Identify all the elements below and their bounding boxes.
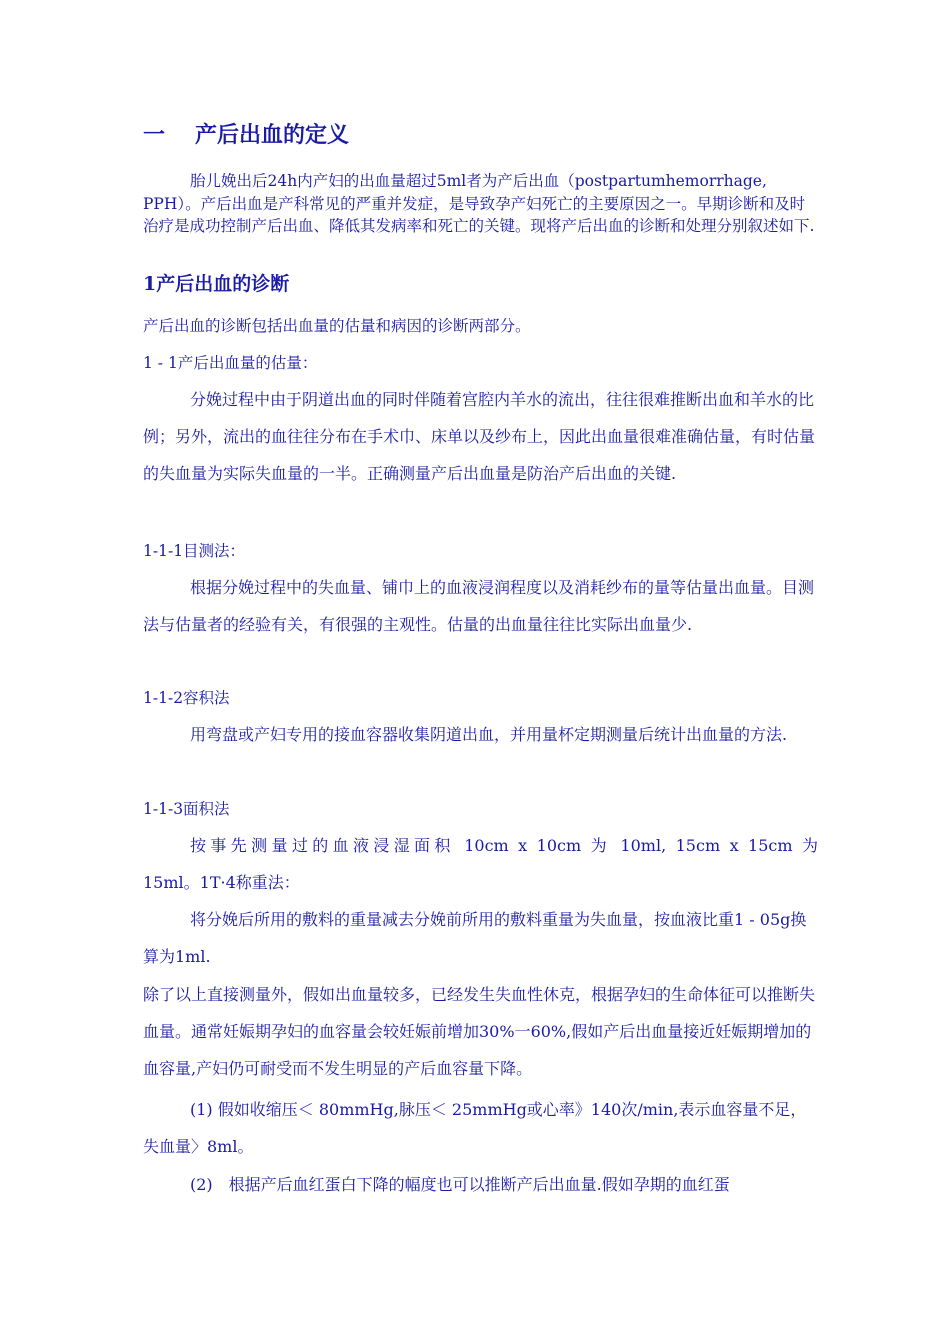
- method-heading-visual: 1-1-1目测法：: [143, 542, 246, 560]
- page-title: [143, 120, 818, 150]
- intro-paragraph: 胎儿娩出后24h内产妇的出血量超过5ml者为产后出血（postpartumhemorrhage, PPH）。产后出血是产科常见的严重并发症，是导致孕产妇死亡的主要原因之一。早期诊断和及时治疗是成功控制产后出血、降低其发病率和死亡的关键。现将产后出血的诊断和处理分别叙述如下.: [143, 172, 815, 235]
- visual-method-paragraph: 根据分娩过程中的失血量、铺巾上的血液浸润程度以及消耗纱布的量等估量出血量。目测法与估量者的经验有关，有很强的主观性。估量的出血量往往比实际出血量少.: [143, 578, 815, 634]
- list-item-1: (1) 假如收缩压＜ 80mmHg,脉压＜ 25mmHg或心率》140次/min,表示血容量不足，失血量〉8ml。: [143, 1100, 807, 1156]
- list-item-2: (2) 根据产后血红蛋白下降的幅度也可以推断产后出血量.假如孕期的血红蛋: [190, 1175, 730, 1194]
- section-intro: 产后出血的诊断包括出血量的估量和病因的诊断两部分。: [143, 317, 531, 335]
- title-number: 一: [143, 122, 166, 148]
- volume-method-paragraph: 用弯盘或产妇专用的接血容器收集阴道出血，并用量杯定期测量后统计出血量的方法.: [190, 725, 788, 744]
- estimation-paragraph: 分娩过程中由于阴道出血的同时伴随着宫腔内羊水的流出，往往很难推断出血和羊水的比例；另外，流出的血往往分布在手术巾、床单以及纱布上，因此出血量很难准确估量，有时估量的失血量为实际失血量的一半。正确测量产后出血量是防治产后出血的关键.: [143, 390, 816, 483]
- method-heading-area: 1-1-3面积法: [143, 800, 230, 818]
- weight-method-paragraph: 将分娩后所用的敷料的重量减去分娩前所用的敷料重量为失血量，按血液比重1 - 05g换算为1ml.: [143, 910, 807, 966]
- title-text: 产后出血的定义: [195, 122, 350, 148]
- method-heading-volume: 1-1-2容积法: [143, 689, 230, 707]
- area-method-line2: 15ml。1T·4称重法：: [143, 873, 300, 892]
- section-heading-diagnosis: 1产后出血的诊断: [143, 273, 290, 295]
- area-method-line1: 按事先测量过的血液浸湿面积 10cm x 10cm 为 10ml, 15cm x 15cm 为: [190, 836, 818, 855]
- subsection-heading-estimation: 1 - 1产后出血量的估量：: [143, 354, 318, 372]
- other-methods-paragraph: 除了以上直接测量外，假如出血量较多，已经发生失血性休克，根据孕妇的生命体征可以推断失血量。通常妊娠期孕妇的血容量会较妊娠前增加30%一60%,假如产后出血量接近妊娠期增加的血容量,产妇仍可耐受而不发生明显的产后血容量下降。: [143, 985, 816, 1078]
